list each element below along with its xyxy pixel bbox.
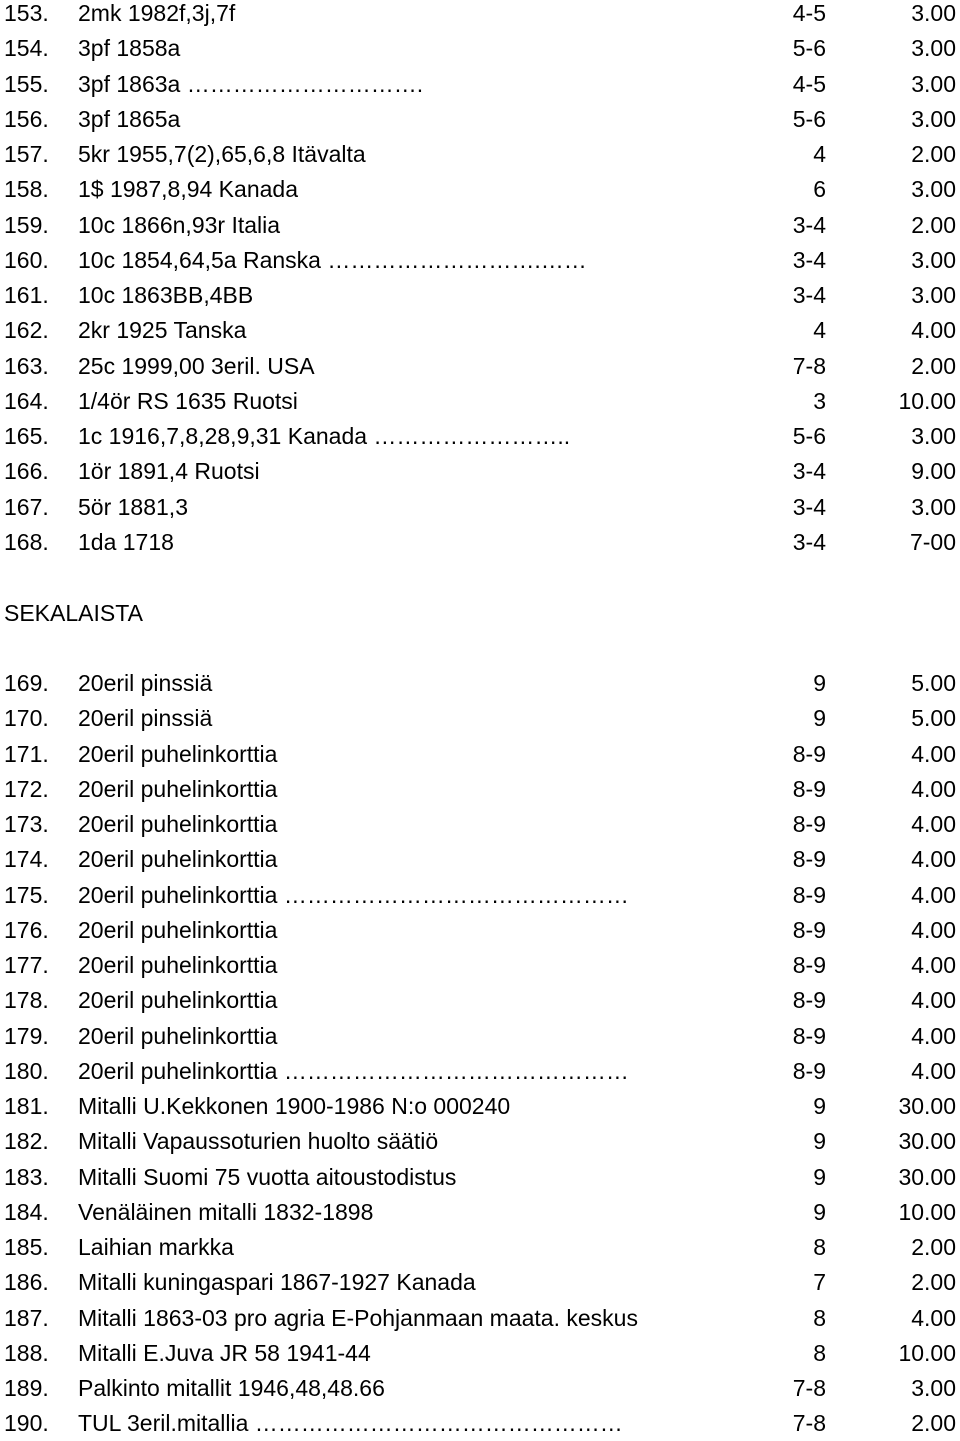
list-item	[0, 102, 960, 137]
item-grade: 7	[813, 1269, 826, 1296]
item-number: 168.	[4, 528, 49, 555]
item-description: 25c 1999,00 3eril. USA	[78, 352, 315, 379]
list-item	[0, 172, 960, 207]
item-grade: 8-9	[792, 846, 826, 873]
list-item	[0, 67, 960, 102]
item-price: 10.00	[898, 387, 956, 414]
item-number: 175.	[4, 881, 49, 908]
item-description: 20eril puhelinkorttia	[78, 1022, 278, 1049]
item-price: 3.00	[911, 246, 956, 273]
item-description: Mitalli Vapaussoturien huolto säätiö	[78, 1128, 439, 1155]
item-description: 2mk 1982f,3j,7f	[78, 0, 236, 26]
item-grade: 8-9	[792, 811, 826, 837]
item-grade: 7-8	[792, 1410, 826, 1437]
list-item	[0, 490, 960, 525]
item-grade: 9	[813, 1128, 826, 1155]
item-price: 5.00	[911, 705, 956, 732]
item-grade: 5-6	[792, 105, 826, 132]
list-item	[0, 1371, 960, 1406]
item-price: 4.00	[911, 846, 956, 873]
list-item	[0, 384, 960, 419]
item-price: 30.00	[898, 1128, 956, 1155]
item-grade: 9	[813, 705, 826, 732]
list-item	[0, 349, 960, 384]
list-item	[0, 913, 960, 948]
list-item	[0, 1336, 960, 1371]
item-price: 3.00	[911, 493, 956, 520]
item-description: 20eril pinssiä	[78, 705, 213, 732]
item-number: 183.	[4, 1163, 49, 1190]
item-grade: 8-9	[792, 916, 826, 943]
item-price: 30.00	[898, 1163, 956, 1190]
item-number: 179.	[4, 1022, 49, 1049]
item-number: 167.	[4, 493, 49, 520]
item-grade: 8-9	[792, 881, 826, 908]
list-item	[0, 1230, 960, 1265]
item-description: TUL 3eril.mitallia …………………………………………	[78, 1410, 623, 1437]
list-item	[0, 1124, 960, 1159]
item-description: 10c 1863BB,4BB	[78, 282, 254, 308]
item-description: Mitalli Suomi 75 vuotta aitoustodistus	[78, 1163, 457, 1190]
list-item	[0, 313, 960, 348]
item-number: 161.	[4, 282, 49, 308]
item-description: 20eril puhelinkorttia	[78, 740, 278, 767]
list-item	[0, 1089, 960, 1124]
list-item	[0, 137, 960, 172]
item-grade: 8-9	[792, 987, 826, 1014]
item-price: 2.00	[911, 141, 956, 167]
item-description: 20eril puhelinkorttia	[78, 846, 278, 873]
item-price: 4.00	[911, 1057, 956, 1084]
item-description: 2kr 1925 Tanska	[78, 317, 247, 344]
item-grade: 9	[813, 670, 826, 696]
item-description: 3pf 1863a ………………………….	[78, 70, 424, 97]
item-number: 158.	[4, 176, 49, 203]
list-item	[0, 772, 960, 807]
item-number: 174.	[4, 846, 49, 873]
item-grade: 3-4	[792, 493, 826, 520]
item-price: 4.00	[911, 1022, 956, 1049]
item-grade: 8	[813, 1234, 826, 1260]
item-description: 20eril pinssiä	[78, 670, 213, 696]
item-number: 187.	[4, 1304, 49, 1331]
item-number: 155.	[4, 70, 49, 97]
item-description: 1/4ör RS 1635 Ruotsi	[78, 387, 298, 414]
item-price: 3.00	[911, 176, 956, 203]
item-number: 160.	[4, 246, 49, 273]
item-description: 1c 1916,7,8,28,9,31 Kanada ……………………..	[78, 423, 571, 449]
item-number: 181.	[4, 1093, 49, 1119]
list-item	[0, 525, 960, 560]
item-price: 4.00	[911, 987, 956, 1014]
item-grade: 3-4	[792, 211, 826, 238]
item-number: 176.	[4, 916, 49, 943]
item-price: 10.00	[898, 1198, 956, 1225]
item-description: 1da 1718	[78, 528, 174, 555]
item-number: 188.	[4, 1339, 49, 1366]
list-item	[0, 983, 960, 1018]
list-item	[0, 0, 960, 31]
list-item	[0, 1054, 960, 1089]
item-grade: 4	[813, 317, 826, 344]
item-number: 184.	[4, 1198, 49, 1225]
item-grade: 8-9	[792, 775, 826, 802]
item-price: 2.00	[911, 1269, 956, 1296]
item-price: 4.00	[911, 775, 956, 802]
item-grade: 5-6	[792, 35, 826, 62]
list-item	[0, 1265, 960, 1300]
list-item	[0, 208, 960, 243]
item-description: 10c 1854,64,5a Ranska ……………………….……	[78, 246, 587, 273]
item-price: 4.00	[911, 881, 956, 908]
list-item	[0, 243, 960, 278]
item-grade: 4-5	[792, 0, 826, 26]
list-item	[0, 419, 960, 454]
item-grade: 5-6	[792, 423, 826, 449]
item-grade: 4	[813, 141, 826, 167]
item-grade: 3-4	[792, 246, 826, 273]
item-grade: 8-9	[792, 740, 826, 767]
item-price: 4.00	[911, 740, 956, 767]
item-price: 3.00	[911, 0, 956, 26]
item-number: 180.	[4, 1057, 49, 1084]
item-number: 163.	[4, 352, 49, 379]
item-number: 157.	[4, 141, 49, 167]
item-description: 1ör 1891,4 Ruotsi	[78, 458, 260, 485]
item-grade: 8-9	[792, 1057, 826, 1084]
item-number: 177.	[4, 952, 49, 978]
item-description: 10c 1866n,93r Italia	[78, 211, 281, 238]
item-price: 10.00	[898, 1339, 956, 1366]
item-grade: 9	[813, 1198, 826, 1225]
item-number: 182.	[4, 1128, 49, 1155]
item-description: Mitalli 1863-03 pro agria E-Pohjanmaan maata. keskus	[78, 1304, 638, 1331]
list-item	[0, 948, 960, 983]
item-description: 5ör 1881,3	[78, 493, 188, 520]
list-item	[0, 278, 960, 313]
list-item	[0, 1195, 960, 1230]
item-description: Mitalli kuningaspari 1867-1927 Kanada	[78, 1269, 476, 1296]
item-grade: 4-5	[792, 70, 826, 97]
item-grade: 9	[813, 1163, 826, 1190]
item-description: 20eril puhelinkorttia	[78, 916, 278, 943]
item-price: 2.00	[911, 211, 956, 238]
item-grade: 7-8	[792, 1375, 826, 1401]
item-number: 166.	[4, 458, 49, 485]
item-description: Mitalli E.Juva JR 58 1941-44	[78, 1339, 371, 1366]
item-price: 4.00	[911, 916, 956, 943]
item-price: 2.00	[911, 1410, 956, 1437]
item-description: 5kr 1955,7(2),65,6,8 Itävalta	[78, 141, 366, 167]
item-price: 2.00	[911, 352, 956, 379]
item-price: 4.00	[911, 1304, 956, 1331]
item-grade: 3-4	[792, 528, 826, 555]
item-description: Laihian markka	[78, 1234, 234, 1260]
item-grade: 8	[813, 1339, 826, 1366]
item-number: 164.	[4, 387, 49, 414]
item-number: 185.	[4, 1234, 49, 1260]
item-price: 3.00	[911, 105, 956, 132]
item-number: 159.	[4, 211, 49, 238]
item-description: 20eril puhelinkorttia	[78, 952, 278, 978]
item-price: 4.00	[911, 317, 956, 344]
item-number: 178.	[4, 987, 49, 1014]
item-price: 30.00	[898, 1093, 956, 1119]
item-grade: 8-9	[792, 1022, 826, 1049]
item-number: 190.	[4, 1410, 49, 1437]
list-item	[0, 1301, 960, 1336]
item-price: 4.00	[911, 952, 956, 978]
section-heading: SEKALAISTA	[4, 600, 143, 626]
item-price: 3.00	[911, 423, 956, 449]
item-number: 171.	[4, 740, 49, 767]
item-number: 162.	[4, 317, 49, 344]
item-description: 20eril puhelinkorttia	[78, 775, 278, 802]
item-number: 173.	[4, 811, 49, 837]
item-number: 172.	[4, 775, 49, 802]
item-description: Venäläinen mitalli 1832-1898	[78, 1198, 374, 1225]
item-grade: 6	[813, 176, 826, 203]
item-price: 4.00	[911, 811, 956, 837]
list-item	[0, 31, 960, 66]
list-item	[0, 878, 960, 913]
item-description: Palkinto mitallit 1946,48,48.66	[78, 1375, 385, 1401]
list-item	[0, 701, 960, 736]
item-grade: 7-8	[792, 352, 826, 379]
item-price: 3.00	[911, 35, 956, 62]
item-price: 7-00	[909, 528, 956, 555]
item-number: 156.	[4, 105, 49, 132]
item-price: 3.00	[911, 70, 956, 97]
item-number: 153.	[4, 0, 49, 26]
item-number: 189.	[4, 1375, 49, 1401]
list-item	[0, 666, 960, 701]
item-grade: 8	[813, 1304, 826, 1331]
item-description: 20eril puhelinkorttia	[78, 811, 278, 837]
item-number: 186.	[4, 1269, 49, 1296]
item-grade: 8-9	[792, 952, 826, 978]
list-item	[0, 1019, 960, 1054]
item-price: 5.00	[911, 670, 956, 696]
item-number: 154.	[4, 35, 49, 62]
list-item	[0, 737, 960, 772]
list-item	[0, 807, 960, 842]
item-number: 170.	[4, 705, 49, 732]
item-price: 9.00	[911, 458, 956, 485]
item-description: 3pf 1865a	[78, 105, 181, 132]
item-grade: 3-4	[792, 282, 826, 308]
item-grade: 3	[813, 387, 826, 414]
item-description: 1$ 1987,8,94 Kanada	[78, 176, 298, 203]
item-description: 20eril puhelinkorttia ………………………………………	[78, 881, 629, 908]
item-price: 3.00	[911, 1375, 956, 1401]
item-description: Mitalli U.Kekkonen 1900-1986 N:o 000240	[78, 1093, 511, 1119]
item-description: 20eril puhelinkorttia	[78, 987, 278, 1014]
list-item	[0, 454, 960, 489]
item-price: 3.00	[911, 282, 956, 308]
item-description: 3pf 1858a	[78, 35, 181, 62]
list-item	[0, 842, 960, 877]
item-grade: 3-4	[792, 458, 826, 485]
item-number: 165.	[4, 423, 49, 449]
list-item	[0, 1160, 960, 1195]
list-item	[0, 1406, 960, 1441]
item-grade: 9	[813, 1093, 826, 1119]
item-description: 20eril puhelinkorttia ………………………………………	[78, 1057, 629, 1084]
item-number: 169.	[4, 670, 49, 696]
item-price: 2.00	[911, 1234, 956, 1260]
